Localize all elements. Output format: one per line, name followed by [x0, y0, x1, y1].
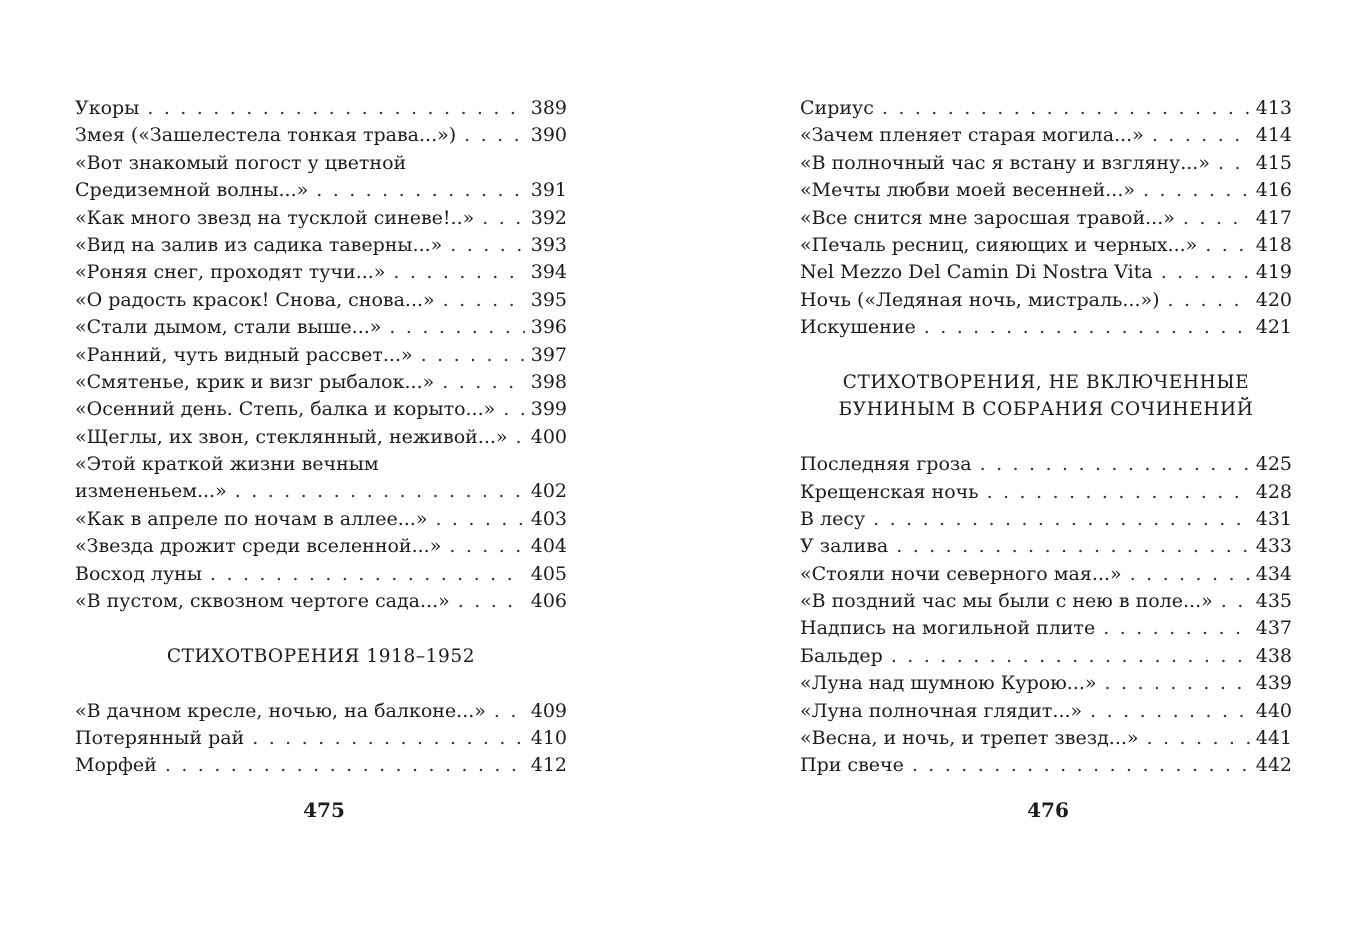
toc-entry: «В поздний час мы были с нею в поле...» . . . 435	[800, 588, 1292, 615]
toc-entry: «Весна, и ночь, и трепет звезд...» . . . 441	[800, 725, 1292, 752]
toc-entry: «Щеглы, их звон, стеклянный, неживой...» . . . 400	[75, 424, 567, 451]
page-number: 475	[303, 798, 345, 822]
toc-entry: Сириус . . . 413	[800, 95, 1292, 122]
toc-entry: «Как много звезд на тусклой синеве!..» . . . 392	[75, 205, 567, 232]
toc-entry: При свече . . . 442	[800, 752, 1292, 779]
toc-entry: Укоры . . . 389	[75, 95, 567, 122]
section-heading-line-1: СТИХОТВОРЕНИЯ, НЕ ВКЛЮЧЕННЫЕ	[842, 371, 1250, 393]
toc-entry: Искушение . . . 421	[800, 314, 1292, 341]
toc-entry: Восход луны . . . 405	[75, 561, 567, 588]
toc-entry: Средиземной волны...» . . . 391	[75, 177, 567, 204]
toc-entry: «Луна полночная глядит...» . . . 440	[800, 698, 1292, 725]
toc-entry: «Печаль ресниц, сияющих и черных...» . . . 418	[800, 232, 1292, 259]
toc-entry: «Осенний день. Степь, балка и корыто...» . . . 399	[75, 396, 567, 423]
toc-entry: «Луна над шумною Курою...» . . . 439	[800, 670, 1292, 697]
toc-entry: Крещенская ночь . . . 428	[800, 479, 1292, 506]
toc-entry-first-line: «Вот знакомый погост у цветной	[75, 151, 407, 174]
page-number: 476	[1027, 798, 1069, 822]
toc-entry: измененьем...» . . . 402	[75, 478, 567, 505]
toc-entry: «Стояли ночи северного мая...» . . . 434	[800, 561, 1292, 588]
toc-entry: Потерянный рай . . . 410	[75, 725, 567, 752]
section-heading: СТИХОТВОРЕНИЯ 1918–1952	[166, 645, 476, 667]
toc-entry: «Вид на залив из садика таверны...» . . . 393	[75, 232, 567, 259]
toc-entry-first-line: «Этой краткой жизни вечным	[75, 453, 379, 476]
right-toc	[800, 95, 1292, 780]
right-page	[684, 0, 1368, 927]
toc-entry: В лесу . . . 431	[800, 506, 1292, 533]
section-heading-line-2: БУНИНЫМ В СОБРАНИЯ СОЧИНЕНИЙ	[838, 399, 1254, 421]
toc-entry: «В полночный час я встану и взгляну...» . . . 415	[800, 150, 1292, 177]
toc-entry: «Как в апреле по ночам в аллее...» . . . 403	[75, 506, 567, 533]
toc-entry: Змея («Зашелестела тонкая трава...») . . . 390	[75, 122, 567, 149]
toc-entry: Ночь («Ледяная ночь, мистраль...») . . . 420	[800, 287, 1292, 314]
toc-entry: Бальдер . . . 438	[800, 643, 1292, 670]
toc-entry: «Стали дымом, стали выше...» . . . 396	[75, 314, 567, 341]
toc-entry: «Звезда дрожит среди вселенной...» . . . 404	[75, 533, 567, 560]
toc-entry: Nel Mezzo Del Camin Di Nostra Vita . . . 419	[800, 259, 1292, 286]
toc-entry: «О радость красок! Снова, снова...» . . . 395	[75, 287, 567, 314]
toc-entry: «В пустом, сквозном чертоге сада...» . . . 406	[75, 588, 567, 615]
toc-entry: Морфей . . . 412	[75, 752, 567, 779]
toc-entry: Последняя гроза . . . 425	[800, 451, 1292, 478]
toc-entry: «Роняя снег, проходят тучи...» . . . 394	[75, 259, 567, 286]
toc-entry: «Смятенье, крик и визг рыбалок...» . . . 398	[75, 369, 567, 396]
toc-entry: У залива . . . 433	[800, 533, 1292, 560]
left-toc	[75, 95, 567, 780]
toc-entry: «В дачном кресле, ночью, на балконе...» . . . 409	[75, 698, 567, 725]
toc-entry: «Все снится мне заросшая травой...» . . . 417	[800, 205, 1292, 232]
toc-entry: Надпись на могильной плите . . . 437	[800, 615, 1292, 642]
toc-entry: «Зачем пленяет старая могила...» . . . 414	[800, 122, 1292, 149]
toc-entry: «Мечты любви моей весенней...» . . . 416	[800, 177, 1292, 204]
toc-entry: «Ранний, чуть видный рассвет...» . . . 397	[75, 342, 567, 369]
